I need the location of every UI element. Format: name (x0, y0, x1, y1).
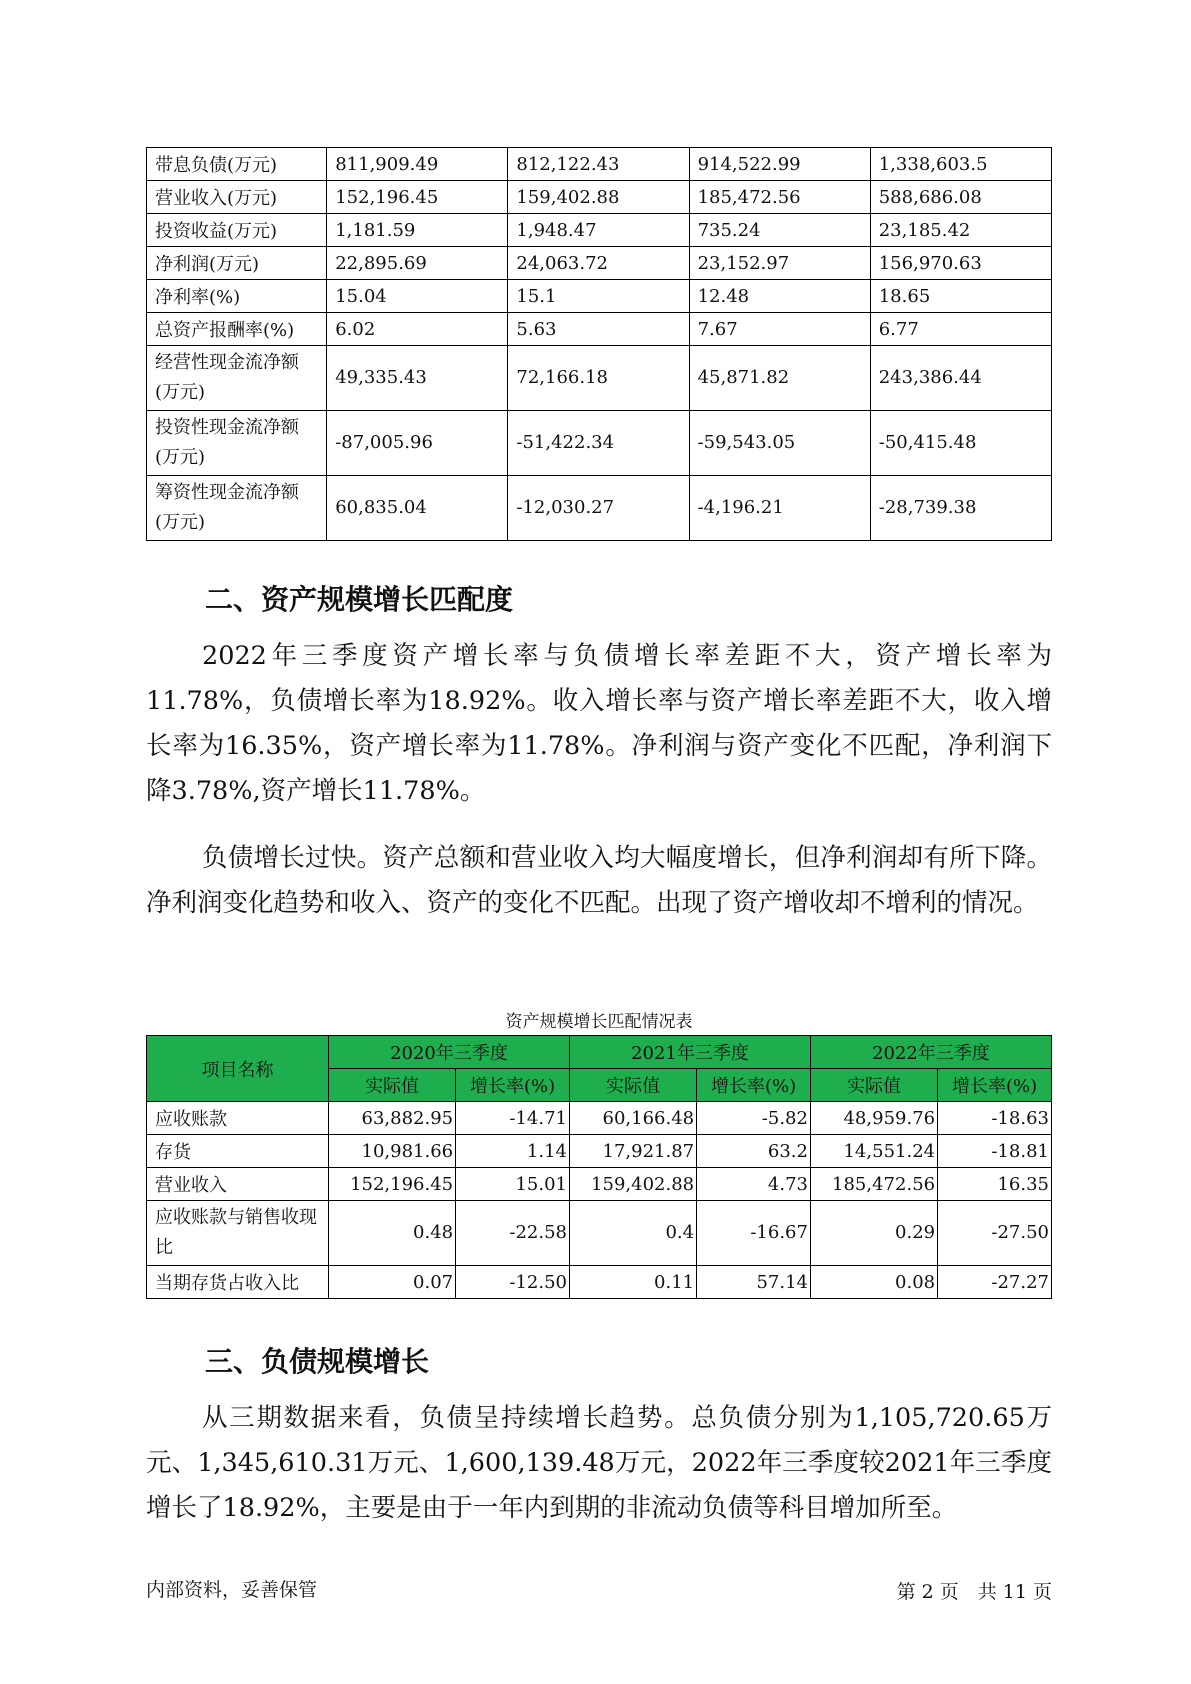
cell-value: -28,739.38 (870, 476, 1051, 541)
cell-value: 1.14 (456, 1135, 570, 1168)
cell-value: 1,338,603.5 (870, 148, 1051, 181)
cell-value: -51,422.34 (508, 411, 689, 476)
cell-value: -12.50 (456, 1266, 570, 1299)
cell-value: -18.63 (938, 1102, 1052, 1135)
cell-value: -27.27 (938, 1266, 1052, 1299)
paragraph-asset-growth: 2022年三季度资产增长率与负债增长率差距不大，资产增长率为11.78%，负债增长率为18.92%。收入增长率与资产增长率差距不大，收入增长率为16.35%，资产增长率为11.78%。净利润与资产变化不匹配，净利润下降3.78%,资产增长11.78%。 (146, 641, 1052, 806)
cell-value: 18.65 (870, 280, 1051, 313)
row-label: 筹资性现金流净额(万元) (147, 476, 327, 541)
cell-value: 588,686.08 (870, 181, 1051, 214)
cell-value: 63.2 (697, 1135, 811, 1168)
cell-value: 185,472.56 (689, 181, 870, 214)
table-caption: 资产规模增长匹配情况表 (505, 1012, 693, 1032)
row-label: 应收账款与销售收现比 (147, 1201, 329, 1266)
table-row (147, 346, 1052, 411)
cell-value: -59,543.05 (689, 411, 870, 476)
table-row (147, 313, 1052, 346)
paragraph-liability-overgrowth: 负债增长过快。资产总额和营业收入均大幅度增长，但净利润却有所下降。净利润变化趋势和收入、资产的变化不匹配。出现了资产增收却不增利的情况。 (146, 843, 1052, 918)
cell-value: 0.29 (810, 1201, 937, 1266)
table-row (147, 181, 1052, 214)
table-row (147, 1102, 1052, 1135)
row-label: 投资性现金流净额(万元) (147, 411, 327, 476)
row-label: 净利率(%) (147, 280, 327, 313)
cell-value: -27.50 (938, 1201, 1052, 1266)
table-row (147, 1135, 1052, 1168)
row-label: 应收账款 (147, 1102, 329, 1135)
cell-value: 14,551.24 (810, 1135, 937, 1168)
cell-value: 15.01 (456, 1168, 570, 1201)
table-row (147, 148, 1052, 181)
cell-value: 15.1 (508, 280, 689, 313)
cell-value: -14.71 (456, 1102, 570, 1135)
cell-value: 735.24 (689, 214, 870, 247)
cell-value: 23,185.42 (870, 214, 1051, 247)
row-label: 营业收入 (147, 1168, 329, 1201)
cell-value: 60,166.48 (569, 1102, 696, 1135)
cell-value: 22,895.69 (327, 247, 508, 280)
row-label: 当期存货占收入比 (147, 1266, 329, 1299)
header-period: 2021年三季度 (569, 1036, 810, 1069)
row-label: 经营性现金流净额(万元) (147, 346, 327, 411)
row-label: 带息负债(万元) (147, 148, 327, 181)
cell-value: 0.07 (329, 1266, 456, 1299)
cell-value: 48,959.76 (810, 1102, 937, 1135)
cell-value: 7.67 (689, 313, 870, 346)
cell-value: 72,166.18 (508, 346, 689, 411)
cell-value: 0.48 (329, 1201, 456, 1266)
cell-value: 185,472.56 (810, 1168, 937, 1201)
cell-value: 49,335.43 (327, 346, 508, 411)
header-growth-rate: 增长率(%) (456, 1069, 570, 1102)
cell-value: 63,882.95 (329, 1102, 456, 1135)
cell-value: -16.67 (697, 1201, 811, 1266)
table-row (147, 214, 1052, 247)
cell-value: 6.77 (870, 313, 1051, 346)
cell-value: -50,415.48 (870, 411, 1051, 476)
cell-value: 57.14 (697, 1266, 811, 1299)
cell-value: -18.81 (938, 1135, 1052, 1168)
cell-value: -22.58 (456, 1201, 570, 1266)
cell-value: 60,835.04 (327, 476, 508, 541)
cell-value: 15.04 (327, 280, 508, 313)
cell-value: 23,152.97 (689, 247, 870, 280)
footer-confidential-note: 内部资料，妥善保管 (146, 1579, 318, 1601)
header-actual-value: 实际值 (569, 1069, 696, 1102)
row-label: 净利润(万元) (147, 247, 327, 280)
cell-value: 6.02 (327, 313, 508, 346)
table-row (147, 1266, 1052, 1299)
table-row (147, 1168, 1052, 1201)
cell-value: 24,063.72 (508, 247, 689, 280)
cell-value: 1,181.59 (327, 214, 508, 247)
cell-value: 812,122.43 (508, 148, 689, 181)
cell-value: 0.11 (569, 1266, 696, 1299)
header-period: 2020年三季度 (329, 1036, 570, 1069)
cell-value: 156,970.63 (870, 247, 1051, 280)
header-actual-value: 实际值 (810, 1069, 937, 1102)
cell-value: -4,196.21 (689, 476, 870, 541)
cell-value: -12,030.27 (508, 476, 689, 541)
table-row (147, 476, 1052, 541)
cell-value: 10,981.66 (329, 1135, 456, 1168)
cell-value: 5.63 (508, 313, 689, 346)
table-header-row (147, 1036, 1052, 1069)
row-label: 投资收益(万元) (147, 214, 327, 247)
header-growth-rate: 增长率(%) (938, 1069, 1052, 1102)
cell-value: 0.4 (569, 1201, 696, 1266)
header-period: 2022年三季度 (810, 1036, 1051, 1069)
cell-value: 16.35 (938, 1168, 1052, 1201)
cell-value: 811,909.49 (327, 148, 508, 181)
cell-value: 45,871.82 (689, 346, 870, 411)
header-growth-rate: 增长率(%) (697, 1069, 811, 1102)
section-heading-asset-growth: 二、资产规模增长匹配度 (205, 583, 514, 616)
asset-growth-match-table (146, 1035, 1052, 1299)
footer-page-number: 第 2 页 共 11 页 (896, 1581, 1052, 1603)
cell-value: 914,522.99 (689, 148, 870, 181)
financial-indicators-table (146, 147, 1052, 541)
cell-value: 4.73 (697, 1168, 811, 1201)
cell-value: -87,005.96 (327, 411, 508, 476)
paragraph-liability-growth: 从三期数据来看，负债呈持续增长趋势。总负债分别为1,105,720.65万元、1,345,610.31万元、1,600,139.48万元，2022年三季度较2021年三季度增长了18.92%，主要是由于一年内到期的非流动负债等科目增加所至。 (146, 1403, 1052, 1523)
cell-value: 12.48 (689, 280, 870, 313)
cell-value: 159,402.88 (569, 1168, 696, 1201)
cell-value: 1,948.47 (508, 214, 689, 247)
table-row (147, 411, 1052, 476)
cell-value: 17,921.87 (569, 1135, 696, 1168)
header-item-name: 项目名称 (147, 1036, 329, 1102)
table-row (147, 1201, 1052, 1266)
section-heading-liability-growth: 三、负债规模增长 (205, 1345, 430, 1378)
table-row (147, 280, 1052, 313)
cell-value: 0.08 (810, 1266, 937, 1299)
row-label: 营业收入(万元) (147, 181, 327, 214)
cell-value: 152,196.45 (327, 181, 508, 214)
cell-value: 243,386.44 (870, 346, 1051, 411)
cell-value: 159,402.88 (508, 181, 689, 214)
cell-value: 152,196.45 (329, 1168, 456, 1201)
header-actual-value: 实际值 (329, 1069, 456, 1102)
cell-value: -5.82 (697, 1102, 811, 1135)
row-label: 存货 (147, 1135, 329, 1168)
table-row (147, 247, 1052, 280)
row-label: 总资产报酬率(%) (147, 313, 327, 346)
